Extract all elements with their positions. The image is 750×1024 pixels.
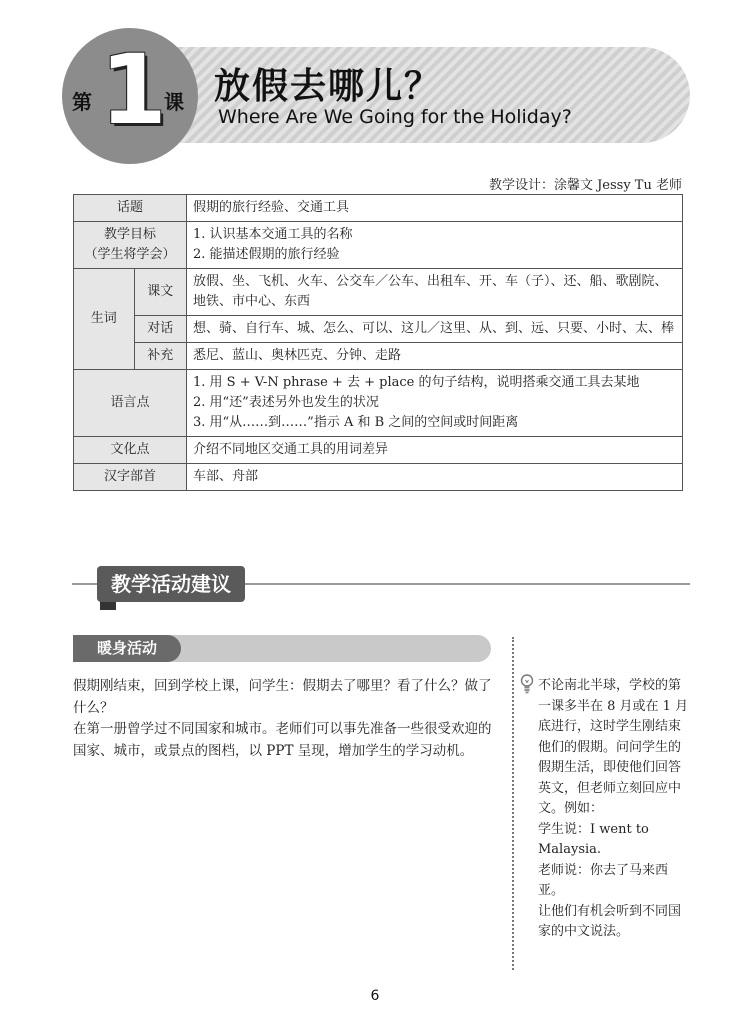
tip-paragraph: 学生说：I went to Malaysia. (538, 821, 649, 857)
table-row-grammar (74, 370, 683, 437)
culture-value: 介绍不同地区交通工具的用词差异 (187, 437, 683, 464)
lesson-suffix: 课 (164, 90, 184, 114)
table-row-topic (74, 195, 683, 222)
warmup-paragraph: 假期刚结束，回到学校上课，问学生：假期去了哪里？看了什么？做了什么？ (73, 678, 492, 716)
grammar-item: 1. 用 S + V-N phrase + 去 + place 的句子结构，说明搭乘交通工具去某地 (193, 375, 640, 390)
lesson-overview-table (73, 194, 683, 491)
table-row-vocab-supplement (74, 343, 683, 370)
section-heading: 教学活动建议 (97, 566, 245, 602)
vocab-sub-label: 补充 (134, 343, 186, 370)
lesson-number: 1 (100, 34, 167, 146)
topic-value: 假期的旅行经验、交通工具 (187, 195, 683, 222)
table-row-vocab-text (74, 269, 683, 316)
page-number: 6 (370, 988, 380, 1004)
warmup-heading: 暖身活动 (73, 635, 181, 662)
teaching-tip (538, 676, 690, 943)
warmup-paragraph: 在第一册曾学过不同国家和城市。老师们可以事先准备一些很受欢迎的国家、城市，或景点的图档，以 PPT 呈现，增加学生的学习动机。 (73, 721, 492, 759)
lesson-title-english: Where Are We Going for the Holiday? (218, 106, 572, 128)
radicals-label: 汉字部首 (74, 464, 187, 491)
grammar-value (187, 370, 683, 437)
vocab-sub-label: 对话 (134, 316, 186, 343)
objectives-label (74, 222, 187, 269)
vocab-sub-label: 课文 (134, 269, 186, 316)
lesson-title-chinese: 放假去哪儿？ (214, 66, 443, 107)
topic-label: 话题 (74, 195, 187, 222)
grammar-label: 语言点 (74, 370, 187, 437)
grammar-item: 3. 用“从……到……”指示 A 和 B 之间的空间或时间距离 (193, 415, 519, 430)
lesson-prefix: 第 (72, 90, 92, 114)
objective-item: 1. 认识基本交通工具的名称 (193, 227, 353, 242)
objectives-label-line2: （学生将学会） (84, 247, 176, 262)
vocab-label: 生词 (74, 269, 135, 370)
objectives-value (187, 222, 683, 269)
design-credit: 教学设计：涂馨文 Jessy Tu 老师 (488, 178, 682, 193)
tip-paragraph: 让他们有机会听到不同国家的中文说法。 (538, 903, 682, 939)
table-row-culture (74, 437, 683, 464)
grammar-item: 2. 用“还”表述另外也发生的状况 (193, 395, 379, 410)
table-row-radicals (74, 464, 683, 491)
vocab-value: 想、骑、自行车、城、怎么、可以、这儿／这里、从、到、远、只要、小时、太、棒 (187, 316, 683, 343)
objective-item: 2. 能描述假期的旅行经验 (193, 247, 340, 262)
radicals-value: 车部、舟部 (187, 464, 683, 491)
table-row-vocab-dialogue (74, 316, 683, 343)
vocab-value: 放假、坐、飞机、火车、公交车／公车、出租车、开、车（子）、还、船、歌剧院、地铁、市中心、东西 (187, 269, 683, 316)
table-row-objectives (74, 222, 683, 269)
vocab-value: 悉尼、蓝山、奥林匹克、分钟、走路 (187, 343, 683, 370)
tip-paragraph: 老师说：你去了马来西亚。 (538, 862, 669, 898)
objectives-label-line1: 教学目标 (103, 227, 156, 242)
column-divider (512, 637, 514, 970)
lightbulb-icon (520, 674, 534, 694)
tip-paragraph: 不论南北半球，学校的第一课多半在 8 月或在 1 月底进行，这时学生刚结束他们的假期。问问学生的假期生活，即使他们回答英文，但老师立刻回应中文。例如： (538, 678, 689, 816)
culture-label: 文化点 (74, 437, 187, 464)
warmup-body (73, 676, 493, 762)
